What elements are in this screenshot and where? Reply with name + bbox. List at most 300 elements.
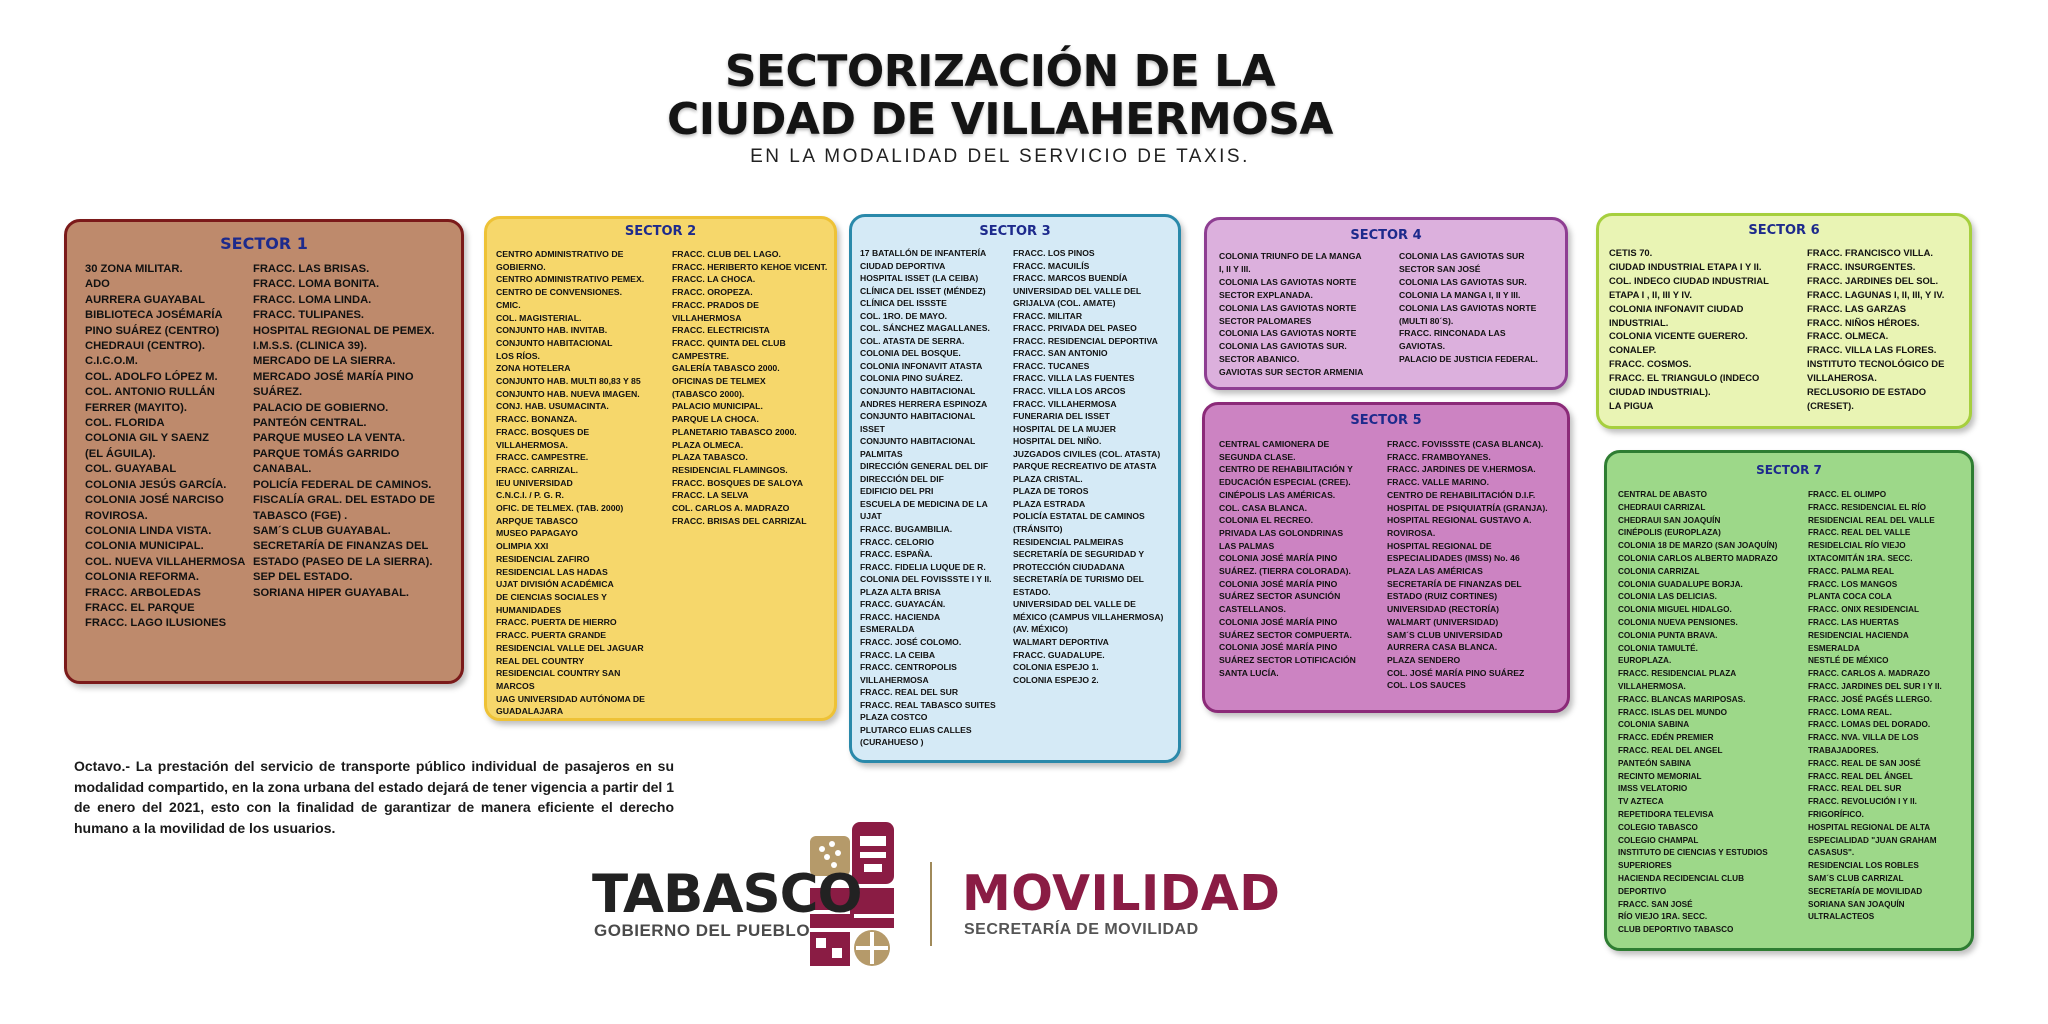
sector-list-item: INDUSTRIAL. bbox=[1609, 316, 1669, 328]
sector-list-item: WALMART DEPORTIVA bbox=[1013, 636, 1109, 647]
sector-4-card bbox=[1204, 217, 1568, 390]
sector-list-item: COLONIA SABINA bbox=[1618, 720, 1690, 730]
sector-title: SECTOR 7 bbox=[1756, 463, 1822, 477]
sector-list-item: (TABASCO 2000). bbox=[672, 388, 745, 399]
sector-list-column-1 bbox=[1618, 489, 1805, 937]
sector-1-card bbox=[64, 219, 464, 684]
sector-list-item: FRACC. NVA. VILLA DE LOS bbox=[1808, 733, 1919, 743]
sector-list-item: FRACC. COSMOS. bbox=[1609, 358, 1692, 370]
sector-list-item: ESTADO. bbox=[1013, 586, 1051, 597]
sector-list-item: COLONIA CARLOS ALBERTO MADRAZO bbox=[1618, 553, 1778, 563]
sector-list-item: PLAZA SENDERO bbox=[1387, 654, 1461, 665]
sector-list-item: FRACC. LA CEIBA bbox=[860, 649, 936, 660]
sector-list-item: SUÁREZ SECTOR COMPUERTA. bbox=[1219, 629, 1352, 640]
sector-list-item: LAS PALMAS bbox=[1219, 540, 1275, 551]
sector-list-item: RESIDENCIAL HACIENDA bbox=[1808, 630, 1909, 640]
sector-list-item: ULTRALACTEOS bbox=[1808, 912, 1875, 922]
sector-list-item: CENTRO DE CONVENSIONES. bbox=[496, 287, 622, 298]
sector-list-item: FRACC. OROPEZA. bbox=[672, 287, 753, 298]
sector-list-item: EDUCACIÓN ESPECIAL (CREE). bbox=[1219, 477, 1351, 488]
sector-list-item: (CRESET). bbox=[1807, 399, 1854, 411]
sector-list-item: FRIGORÍFICO. bbox=[1808, 809, 1864, 819]
sector-list-item: FRACC. TULIPANES. bbox=[253, 309, 365, 322]
sector-list-item: INSTITUTO TECNOLÓGICO DE bbox=[1807, 358, 1945, 370]
sector-list-item: CLUB DEPORTIVO TABASCO bbox=[1618, 925, 1734, 935]
sector-title: SECTOR 5 bbox=[1350, 413, 1422, 428]
sector-list-item: FRACC. OLMECA. bbox=[1807, 330, 1889, 342]
sector-list-item: COLONIA LAS GAVIOTAS NORTE bbox=[1219, 328, 1357, 339]
sector-list-item: FRACC. TUCANES bbox=[1013, 360, 1090, 371]
sector-list-item: IEU UNIVERSIDAD bbox=[496, 477, 573, 488]
sector-list-item: (AV. MÉXICO) bbox=[1013, 624, 1068, 635]
sector-list-item: ESMERALDA bbox=[860, 624, 915, 635]
sector-list-item: PLAZA TABASCO. bbox=[672, 452, 748, 463]
sector-list-item: RECINTO MEMORIAL bbox=[1618, 771, 1702, 781]
sector-list-item: ZONA HOTELERA bbox=[496, 363, 571, 374]
sector-list-item: UJAT DIVISIÓN ACADÉMICA bbox=[496, 579, 614, 590]
sector-list-item: GALERÍA TABASCO 2000. bbox=[672, 363, 780, 374]
sector-list-item: OFIC. DE TELMEX. (TAB. 2000) bbox=[496, 503, 624, 514]
sector-list-item: CONJUNTO HABITACIONAL bbox=[860, 386, 976, 397]
sector-list-item: COLONIA DEL FOVISSSTE I Y II. bbox=[860, 574, 992, 585]
sector-list-item: UJAT bbox=[860, 511, 882, 522]
sector-list-item: C.N.C.I. / P. G. R. bbox=[496, 490, 564, 501]
sector-list-item: PLAZA ESTRADA bbox=[1013, 498, 1086, 509]
sector-list-item: FRACC. LA SELVA bbox=[672, 490, 749, 501]
sector-list-item: FRACC. LAS BRISAS. bbox=[253, 263, 370, 275]
sector-list-item: FRACC. LAGO ILUSIONES bbox=[85, 617, 227, 630]
sector-list-item: HUMANIDADES bbox=[496, 604, 562, 615]
sector-list-item: COLONIA NUEVA PENSIONES. bbox=[1618, 617, 1738, 627]
sector-list-item: CIUDAD DEPORTIVA bbox=[860, 260, 946, 271]
sector-list-item: CINÉPOLIS (EUROPLAZA) bbox=[1618, 528, 1721, 538]
sector-list-item: ETAPA I , II, III Y IV. bbox=[1609, 288, 1693, 300]
sector-list-item: HOSPITAL DE PSIQUIATRÍA (GRANJA). bbox=[1387, 502, 1548, 513]
sector-list-item: COLONIA JOSÉ MARÍA PINO bbox=[1219, 642, 1338, 653]
sector-list-item: (CURAHUESO ) bbox=[860, 737, 924, 748]
sector-list-item: 30 ZONA MILITAR. bbox=[85, 263, 183, 275]
sector-list-item: COL. CASA BLANCA. bbox=[1219, 502, 1308, 513]
sector-list-item: SORIANA SAN JOAQUÍN bbox=[1808, 899, 1905, 909]
sector-list-item: COLONIA LAS DELICIAS. bbox=[1618, 592, 1717, 602]
sector-list-item: (EL ÁGUILA). bbox=[85, 447, 156, 460]
sector-list-item: FRACC. REAL DEL SUR bbox=[1808, 784, 1902, 794]
sector-list-item: CENTRAL DE ABASTO bbox=[1618, 490, 1708, 499]
page-subtitle: EN LA MODALIDAD DEL SERVICIO DE TAXIS. bbox=[750, 146, 1250, 167]
sector-list-item: RESIDENCIAL ZAFIRO bbox=[496, 553, 590, 564]
sector-list-item: PRIVADA LAS GOLONDRINAS bbox=[1219, 527, 1344, 538]
sector-list-column-2 bbox=[253, 262, 458, 601]
sector-2-card bbox=[484, 216, 837, 721]
sector-list-item: RESIDENCIAL LAS HADAS bbox=[496, 566, 608, 577]
sector-list-item: ADO bbox=[85, 278, 110, 291]
sector-list-item: CONJUNTO HAB. NUEVA IMAGEN. bbox=[496, 388, 640, 399]
sector-list-item: CANABAL. bbox=[253, 463, 312, 476]
sector-list-item: IXTACOMITÁN 1RA. SECC. bbox=[1808, 553, 1913, 563]
sector-list-item: RESIDENCIAL REAL DEL VALLE bbox=[1808, 515, 1935, 525]
sector-list-item: DIRECCIÓN DEL DIF bbox=[860, 473, 944, 484]
sector-list-item: FRACC. VALLE MARINO. bbox=[1387, 477, 1490, 488]
sector-list-item: ESCUELA DE MEDICINA DE LA bbox=[860, 498, 988, 509]
sector-list-item: SUÁREZ. (TIERRA COLORADA). bbox=[1219, 566, 1351, 577]
sector-list-item: COL. SÁNCHEZ MAGALLANES. bbox=[860, 323, 990, 334]
sector-list-item: CENTRAL CAMIONERA DE bbox=[1219, 439, 1330, 449]
sector-list-item: COLONIA GIL Y SAENZ bbox=[85, 432, 209, 445]
sector-list-item: COLONIA JOSÉ MARÍA PINO bbox=[1219, 553, 1338, 564]
sector-list-item: CENTRO DE REHABILITACIÓN Y bbox=[1219, 464, 1353, 475]
sector-list-item: UNIVERSIDAD (RECTORÍA) bbox=[1387, 604, 1500, 615]
sector-list-item: FRACC. REAL DEL VALLE bbox=[1808, 528, 1911, 538]
sector-list-item: FRACC. VILLAHERMOSA bbox=[1013, 398, 1117, 409]
movilidad-logo-subtext: SECRETARÍA DE MOVILIDAD bbox=[964, 921, 1199, 938]
sector-list-item: FRACC. CAMPESTRE. bbox=[496, 452, 589, 463]
sector-list-item: PLAZA ALTA BRISA bbox=[860, 586, 941, 597]
sector-list-item: CINÉPOLIS LAS AMÉRICAS. bbox=[1219, 489, 1336, 500]
title-line-1: SECTORIZACIÓN DE LA bbox=[724, 46, 1276, 97]
sector-list-column-1 bbox=[1219, 250, 1397, 379]
sector-list-item: COL. CARLOS A. MADRAZO bbox=[672, 503, 790, 514]
sector-list-item: SAM´S CLUB UNIVERSIDAD bbox=[1387, 629, 1503, 640]
sector-list-item: FRACC. EL OLIMPO bbox=[1808, 490, 1887, 499]
sector-list-item: CONJ. HAB. USUMACINTA. bbox=[496, 401, 609, 412]
sector-list-item: CONALEP. bbox=[1609, 344, 1657, 356]
sector-list-item: FRACC. LOMA BONITA. bbox=[253, 278, 380, 291]
sector-list-item: JUZGADOS CIVILES (COL. ATASTA) bbox=[1013, 448, 1161, 459]
sector-list-item: FRACC. EDÉN PREMIER bbox=[1618, 733, 1714, 743]
sector-list-item: RESIDENCIAL FLAMINGOS. bbox=[672, 464, 788, 475]
sector-list-item: PARQUE MUSEO LA VENTA. bbox=[253, 432, 406, 445]
sector-list-item: COLONIA ESPEJO 2. bbox=[1013, 674, 1099, 685]
sector-list-column-1 bbox=[496, 248, 668, 718]
sector-list-item: FERRER (MAYITO). bbox=[85, 401, 187, 414]
sector-list-item: HACIENDA RECIDENCIAL CLUB bbox=[1618, 873, 1744, 883]
sector-list-item: FRACC. LOS MANGOS bbox=[1808, 579, 1898, 589]
sector-list-item: COL. 1RO. DE MAYO. bbox=[860, 310, 948, 321]
sector-list-item: RESIDELCIAL RÍO VIEJO bbox=[1808, 541, 1906, 551]
tabasco-logo-text: TABASCO bbox=[592, 864, 862, 925]
sector-list-item: COL. JOSÉ MARÍA PINO SUÁREZ bbox=[1387, 667, 1525, 678]
sector-list-item: EUROPLAZA. bbox=[1618, 656, 1672, 666]
sector-list-item: FRACC. BRISAS DEL CARRIZAL bbox=[672, 515, 807, 526]
sector-list-item: REPETIDORA TELEVISA bbox=[1618, 809, 1714, 819]
sector-list-item: CONJUNTO HABITACIONAL bbox=[496, 337, 613, 348]
sector-list-item: ROVIROSA. bbox=[85, 509, 148, 522]
sector-list-item: FRACC. JOSÉ COLOMO. bbox=[860, 636, 962, 647]
sector-list-item: HOSPITAL REGIONAL DE bbox=[1387, 540, 1492, 551]
sector-list-item: RÍO VIEJO 1RA. SECC. bbox=[1618, 912, 1708, 922]
sector-list-item: HOSPITAL REGIONAL GUSTAVO A. bbox=[1387, 515, 1532, 526]
sector-list-item: COLONIA JESÚS GARCÍA. bbox=[85, 478, 227, 491]
page-title bbox=[560, 48, 1440, 144]
sector-list-item: SEGUNDA CLASE. bbox=[1219, 451, 1296, 462]
sector-list-item: SECRETARÍA DE TURISMO DEL bbox=[1013, 574, 1144, 585]
sector-list-item: C.I.C.O.M. bbox=[85, 355, 138, 368]
sector-3-card bbox=[849, 214, 1181, 763]
sector-list-item: FRACC. REVOLUCIÓN I Y II. bbox=[1808, 797, 1917, 807]
sector-list-item: ISSET bbox=[860, 423, 885, 434]
sector-list-item: PLUTARCO ELIAS CALLES bbox=[860, 724, 972, 735]
sector-list-item: FISCALÍA GRAL. DEL ESTADO DE bbox=[253, 494, 435, 507]
sector-list-item: COL. MAGISTERIAL. bbox=[496, 312, 582, 323]
sector-list-item: HOSPITAL REGIONAL DE ALTA bbox=[1808, 822, 1931, 832]
tabasco-logo-subtext: GOBIERNO DEL PUEBLO bbox=[594, 921, 811, 940]
sector-list-item: CASASUS". bbox=[1808, 848, 1855, 858]
sector-list-item: FRACC. RESIDENCIAL DEPORTIVA bbox=[1013, 335, 1158, 346]
sector-list-item: FRACC. CENTROPOLIS bbox=[860, 662, 957, 673]
sector-list-item: FRACC. LAS GARZAS bbox=[1807, 302, 1906, 314]
sector-list-item: SECRETARÍA DE FINANZAS DEL bbox=[1387, 578, 1522, 589]
sector-list-item: COL. LOS SAUCES bbox=[1387, 680, 1466, 691]
sector-list-item: FRACC. ARBOLEDAS bbox=[85, 586, 201, 599]
sector-list-item: GRIJALVA (COL. AMATE) bbox=[1013, 298, 1116, 309]
sector-list-item: FRACC. PUERTA GRANDE bbox=[496, 630, 607, 641]
sector-list-item: PALMITAS bbox=[860, 448, 903, 459]
sector-list-item: ROVIROSA. bbox=[1387, 527, 1436, 538]
sector-list-item: FRACC. BOSQUES DE SALOYA bbox=[672, 477, 803, 488]
sector-list-item: PALACIO DE JUSTICIA FEDERAL. bbox=[1399, 354, 1538, 365]
sector-5-card bbox=[1202, 402, 1570, 713]
sector-list-item: LA PIGUA bbox=[1609, 399, 1654, 411]
sector-list-item: RESIDENCIAL PALMEIRAS bbox=[1013, 536, 1124, 547]
sector-list-item: PANTEÓN CENTRAL. bbox=[253, 417, 367, 430]
sector-list-item: NESTLÉ DE MÉXICO bbox=[1808, 656, 1889, 666]
sector-list-item: COLONIA LAS GAVIOTAS NORTE bbox=[1399, 302, 1537, 313]
sector-list-item: DEPORTIVO bbox=[1618, 886, 1667, 896]
sector-list-item: CLÍNICA DEL ISSET (MÉNDEZ) bbox=[860, 285, 986, 296]
sector-list-item: SUÁREZ. bbox=[253, 386, 303, 399]
sector-list-item: FRACC. BONANZA. bbox=[496, 414, 578, 425]
sector-list-item: FRACC. VILLA LAS FUENTES bbox=[1013, 373, 1135, 384]
sector-list-item: MARCOS bbox=[496, 680, 535, 691]
sector-list-item: COLONIA 18 DE MARZO (SAN JOAQUÍN) bbox=[1618, 541, 1778, 551]
sector-list-item: COLONIA JOSÉ MARÍA PINO bbox=[1219, 616, 1338, 627]
sector-list-item: RESIDENCIAL COUNTRY SAN bbox=[496, 668, 621, 679]
sector-list-item: FRACC. JARDINES DEL SUR I Y II. bbox=[1808, 681, 1942, 691]
sector-list-item: FRACC. MILITAR bbox=[1013, 310, 1083, 321]
sector-list-item: (MULTI 80´S). bbox=[1399, 315, 1454, 326]
sector-list-item: UNIVERSIDAD DEL VALLE DE bbox=[1013, 599, 1136, 610]
sector-list-item: COLONIA VICENTE GUERERO. bbox=[1609, 330, 1748, 342]
sector-list-item: CIUDAD INDUSTRIAL ETAPA I Y II. bbox=[1609, 260, 1762, 272]
sector-list-item: CAMPESTRE. bbox=[672, 350, 729, 361]
sector-list-item: CHEDRAUI SAN JOAQUÍN bbox=[1618, 515, 1721, 525]
sector-list-item: MÉXICO (CAMPUS VILLAHERMOSA) bbox=[1013, 611, 1164, 622]
logo-divider bbox=[930, 862, 932, 946]
sector-list-item: FRACC. CELORIO bbox=[860, 536, 934, 547]
sector-list-item: FRACC. REAL TABASCO SUITES bbox=[860, 699, 996, 710]
sector-list-item: TV AZTECA bbox=[1618, 797, 1664, 807]
sector-list-item: COLONIA CARRIZAL bbox=[1618, 566, 1700, 576]
sector-list-item: PLANTA COCA COLA bbox=[1808, 592, 1892, 602]
sector-list-item: WALMART (UNIVERSIDAD) bbox=[1387, 616, 1499, 627]
sector-list-item: FRACC. LOMA LINDA. bbox=[253, 293, 372, 306]
title-line-2: CIUDAD DE VILLAHERMOSA bbox=[667, 94, 1333, 145]
sector-list-item: ARPQUE TABASCO bbox=[496, 515, 578, 526]
sector-list-item: OLIMPIA XXI bbox=[496, 541, 549, 552]
sector-list-item: GUADALAJARA bbox=[496, 706, 564, 717]
sector-list-item: COLONIA JOSÉ NARCISO bbox=[85, 494, 224, 507]
sector-list-column-2 bbox=[1807, 246, 1972, 413]
sector-list-item: FRACC. VILLA LOS ARCOS bbox=[1013, 386, 1126, 397]
sector-list-column-2 bbox=[1013, 247, 1181, 686]
sector-list-item: COL. ADOLFO LÓPEZ M. bbox=[85, 370, 218, 383]
sector-list-item: FRACC. RESIDENCIAL EL RÍO bbox=[1808, 502, 1926, 512]
sector-list-item: ESMERALDA bbox=[1808, 643, 1860, 653]
sector-list-item: POLICÍA FEDERAL DE CAMINOS. bbox=[253, 478, 432, 491]
sector-list-item: SUÁREZ SECTOR LOTIFICACIÓN bbox=[1219, 654, 1356, 665]
sector-list-item: FRACC. LA CHOCA. bbox=[672, 274, 756, 285]
sector-list-item: SECTOR SAN JOSÉ bbox=[1399, 263, 1481, 274]
sector-list-item: COLONIA GUADALUPE BORJA. bbox=[1618, 579, 1743, 589]
sector-list-item: VILLAHERMOSA. bbox=[496, 439, 568, 450]
sector-list-column-1 bbox=[85, 262, 253, 632]
sector-list-item: SANTA LUCÍA. bbox=[1219, 667, 1279, 678]
sector-list-item: DIRECCIÓN GENERAL DEL DIF bbox=[860, 461, 989, 472]
sector-list-item: REAL DEL COUNTRY bbox=[496, 655, 585, 666]
sector-list-item: HOSPITAL DE LA MUJER bbox=[1013, 423, 1116, 434]
sector-list-item: FRACC. JARDINES DE V.HERMOSA. bbox=[1387, 464, 1536, 475]
sector-list-item: COLONIA MIGUEL HIDALGO. bbox=[1618, 605, 1732, 615]
sector-list-item: FRACC. REAL DEL SUR bbox=[860, 687, 959, 698]
sector-list-item: VILLAHERMOSA bbox=[860, 674, 929, 685]
sector-list-item: FRACC. PRIVADA DEL PASEO bbox=[1013, 323, 1137, 334]
legal-note: Octavo.- La prestación del servicio de transporte público individual de pasajeros en su modalidad compartido, en la zona urbana del estado dejará de tener vigencia a partir del 1 de enero del 2021, esto con la finalidad de garantizar de manera eficiente el derecho humano a la movilidad de los usuarios. bbox=[74, 758, 674, 836]
sector-list-item: FRACC. REAL DEL ÁNGEL bbox=[1808, 771, 1913, 781]
sector-list-item: GOBIERNO. bbox=[496, 261, 546, 272]
sector-list-item: FRACC. FOVISSSTE (CASA BLANCA). bbox=[1387, 439, 1544, 449]
sector-list-item: COLONIA TAMULTÉ. bbox=[1618, 643, 1698, 653]
sector-list-item: FRACC. PRADOS DE bbox=[672, 299, 759, 310]
sector-list-item: PARQUE RECREATIVO DE ATASTA bbox=[1013, 461, 1157, 472]
sector-list-item: FRACC. PALMA REAL bbox=[1808, 566, 1894, 576]
sector-list-item: FRACC. REAL DE SAN JOSÉ bbox=[1808, 758, 1921, 768]
sector-list-item: FRACC. GUADALUPE. bbox=[1013, 649, 1105, 660]
sector-list-item: FRACC. JARDINES DEL SOL. bbox=[1807, 274, 1939, 286]
sector-list-item: OFICINAS DE TELMEX bbox=[672, 376, 766, 387]
sector-list-item: RECLUSORIO DE ESTADO bbox=[1807, 386, 1927, 398]
sector-list-item: SECRETARÍA DE SEGURIDAD Y bbox=[1013, 549, 1145, 560]
sector-list-item: FRACC. GUAYACÁN. bbox=[860, 599, 946, 610]
sector-list-item: ESTADO (PASEO DE LA SIERRA). bbox=[253, 555, 433, 568]
sector-list-item: COL. ATASTA DE SERRA. bbox=[860, 335, 965, 346]
sector-list-item: PARQUE LA CHOCA. bbox=[672, 414, 759, 425]
sector-list-item: PINO SUÁREZ (CENTRO) bbox=[85, 324, 220, 337]
sector-list-item: COL. ANTONIO RULLÁN bbox=[85, 386, 215, 399]
sector-list-item: COLONIA LA MANGA I, II Y III. bbox=[1399, 289, 1521, 300]
sector-list-item: GAVIOTAS. bbox=[1399, 341, 1445, 352]
sector-list-item: FRACC. BUGAMBILIA. bbox=[860, 524, 953, 535]
sector-list-column-2 bbox=[1387, 438, 1569, 692]
sector-list-item: CONJUNTO HAB. MULTI 80,83 Y 85 bbox=[496, 376, 641, 387]
sector-list-item: CONJUNTO HABITACIONAL bbox=[860, 436, 976, 447]
sector-list-item: HOSPITAL DEL NIÑO. bbox=[1013, 436, 1102, 447]
sector-list-item: EDIFICIO DEL PRI bbox=[860, 486, 934, 497]
sector-list-item: COLONIA INFONAVIT CIUDAD bbox=[1609, 302, 1744, 314]
sector-list-item: AURRERA CASA BLANCA. bbox=[1387, 642, 1498, 653]
sector-list-item: VILLAHERMOSA bbox=[672, 312, 742, 323]
sector-list-item: COL. INDECO CIUDAD INDUSTRIAL bbox=[1609, 274, 1769, 286]
sector-list-item: FRACC. RINCONADA LAS bbox=[1399, 328, 1506, 339]
sector-list-item: COLONIA LAS GAVIOTAS SUR. bbox=[1219, 341, 1347, 352]
sector-list-item: RESIDENCIAL VALLE DEL JAGUAR bbox=[496, 642, 644, 653]
sector-list-item: FRACC. NIÑOS HÉROES. bbox=[1807, 316, 1920, 328]
sector-list-item: COLONIA PINO SUÁREZ. bbox=[860, 373, 963, 384]
sector-list-item: PANTEÓN SABINA bbox=[1618, 758, 1692, 768]
sector-list-item: COLONIA LAS GAVIOTAS NORTE bbox=[1219, 276, 1357, 287]
sector-list-item: TRABAJADORES. bbox=[1808, 745, 1879, 755]
sector-list-item: PLAZA LAS AMÉRICAS bbox=[1387, 566, 1483, 577]
sector-list-item: PLANETARIO TABASCO 2000. bbox=[672, 426, 797, 437]
sector-list-item: ANDRES HERRERA ESPINOZA bbox=[860, 398, 988, 409]
sector-list-item: CETIS 70. bbox=[1609, 247, 1653, 258]
sector-list-item: CHEDRAUI (CENTRO). bbox=[85, 340, 205, 353]
sector-list-item: SECRETARÍA DE FINANZAS DEL bbox=[253, 540, 429, 553]
sector-list-item: SUPERIORES bbox=[1618, 861, 1672, 871]
sector-list-item: I, II Y III. bbox=[1219, 263, 1251, 274]
sector-list-item: COLONIA ESPEJO 1. bbox=[1013, 662, 1099, 673]
sector-list-item: PARQUE TOMÁS GARRIDO bbox=[253, 447, 400, 460]
sector-list-item: PLAZA DE TOROS bbox=[1013, 486, 1089, 497]
sector-list-item: FRACC. CARLOS A. MADRAZO bbox=[1808, 669, 1931, 679]
sector-list-item: PLAZA CRISTAL. bbox=[1013, 473, 1083, 484]
sector-title: SECTOR 1 bbox=[220, 234, 308, 253]
sector-list-item: PLAZA OLMECA. bbox=[672, 439, 744, 450]
sector-list-item: CONJUNTO HAB. INVITAB. bbox=[496, 325, 608, 336]
sector-list-item: ESPECIALIDADES (IMSS) No. 46 bbox=[1387, 553, 1520, 564]
sector-list-item: CASTELLANOS. bbox=[1219, 604, 1286, 615]
sector-list-item: FRACC. LAS HUERTAS bbox=[1808, 617, 1899, 627]
sector-title: SECTOR 3 bbox=[979, 224, 1051, 239]
sector-list-item: SEP DEL ESTADO. bbox=[253, 571, 353, 584]
sector-list-item: I.M.S.S. (CLINICA 39). bbox=[253, 340, 367, 353]
sector-7-card bbox=[1604, 450, 1974, 951]
sector-title: SECTOR 6 bbox=[1748, 223, 1820, 238]
sector-list-item: FUNERARIA DEL ISSET bbox=[1013, 411, 1110, 422]
sector-list-item: MERCADO JOSÉ MARÍA PINO bbox=[253, 370, 414, 383]
sector-list-item: FRACC. FRAMBOYANES. bbox=[1387, 451, 1491, 462]
sector-list-item: FRACC. ONIX RESIDENCIAL bbox=[1808, 605, 1919, 615]
sector-list-item: FRACC. MACUILÍS bbox=[1013, 260, 1090, 271]
sector-list-item: COLONIA LAS GAVIOTAS NORTE bbox=[1219, 302, 1357, 313]
sector-list-item: SAM´S CLUB CARRIZAL bbox=[1808, 873, 1904, 883]
sector-list-item: FRACC. CARRIZAL. bbox=[496, 464, 579, 475]
sector-list-item: COLONIA EL RECREO. bbox=[1219, 515, 1314, 526]
sector-list-column-1 bbox=[860, 247, 1012, 749]
sector-list-item: HOSPITAL ISSET (LA CEIBA) bbox=[860, 273, 979, 284]
movilidad-logo-text: MOVILIDAD bbox=[962, 865, 1281, 922]
sector-list-item: SECTOR EXPLANADA. bbox=[1219, 289, 1313, 300]
sector-list-item: FRACC. SAN JOSÉ bbox=[1618, 899, 1693, 909]
sector-list-item: CLÍNICA DEL ISSSTE bbox=[860, 298, 947, 309]
sector-list-item: GAVIOTAS SUR SECTOR ARMENIA bbox=[1219, 367, 1364, 378]
sector-list-item: VILLAHERMOSA. bbox=[1618, 681, 1686, 691]
sector-list-item: SECTOR ABANICO. bbox=[1219, 354, 1300, 365]
sector-list-item: FRACC. FRANCISCO VILLA. bbox=[1807, 247, 1934, 258]
sector-list-item: RESIDENCIAL LOS ROBLES bbox=[1808, 861, 1919, 871]
sector-list-item: FRACC. REAL DEL ANGEL bbox=[1618, 745, 1723, 755]
sector-list-item: CMIC. bbox=[496, 299, 521, 310]
sector-list-column-2 bbox=[1808, 489, 1974, 924]
sector-list-item: COLONIA MUNICIPAL. bbox=[85, 540, 204, 553]
sector-list-item: 17 BATALLÓN DE INFANTERÍA bbox=[860, 248, 987, 258]
sector-list-item: COL. NUEVA VILLAHERMOSA bbox=[85, 555, 246, 568]
sector-list-item: COLONIA REFORMA. bbox=[85, 571, 199, 584]
sector-list-item: COLONIA TRIUNFO DE LA MANGA bbox=[1219, 251, 1362, 261]
sector-list-item: BIBLIOTECA JOSÉMARÍA bbox=[85, 309, 223, 322]
sector-list-item: IMSS VELATORIO bbox=[1618, 784, 1688, 794]
sector-list-item: FRACC. INSURGENTES. bbox=[1807, 260, 1916, 272]
sector-list-item: CENTRO DE REHABILITACIÓN D.I.F. bbox=[1387, 489, 1536, 500]
